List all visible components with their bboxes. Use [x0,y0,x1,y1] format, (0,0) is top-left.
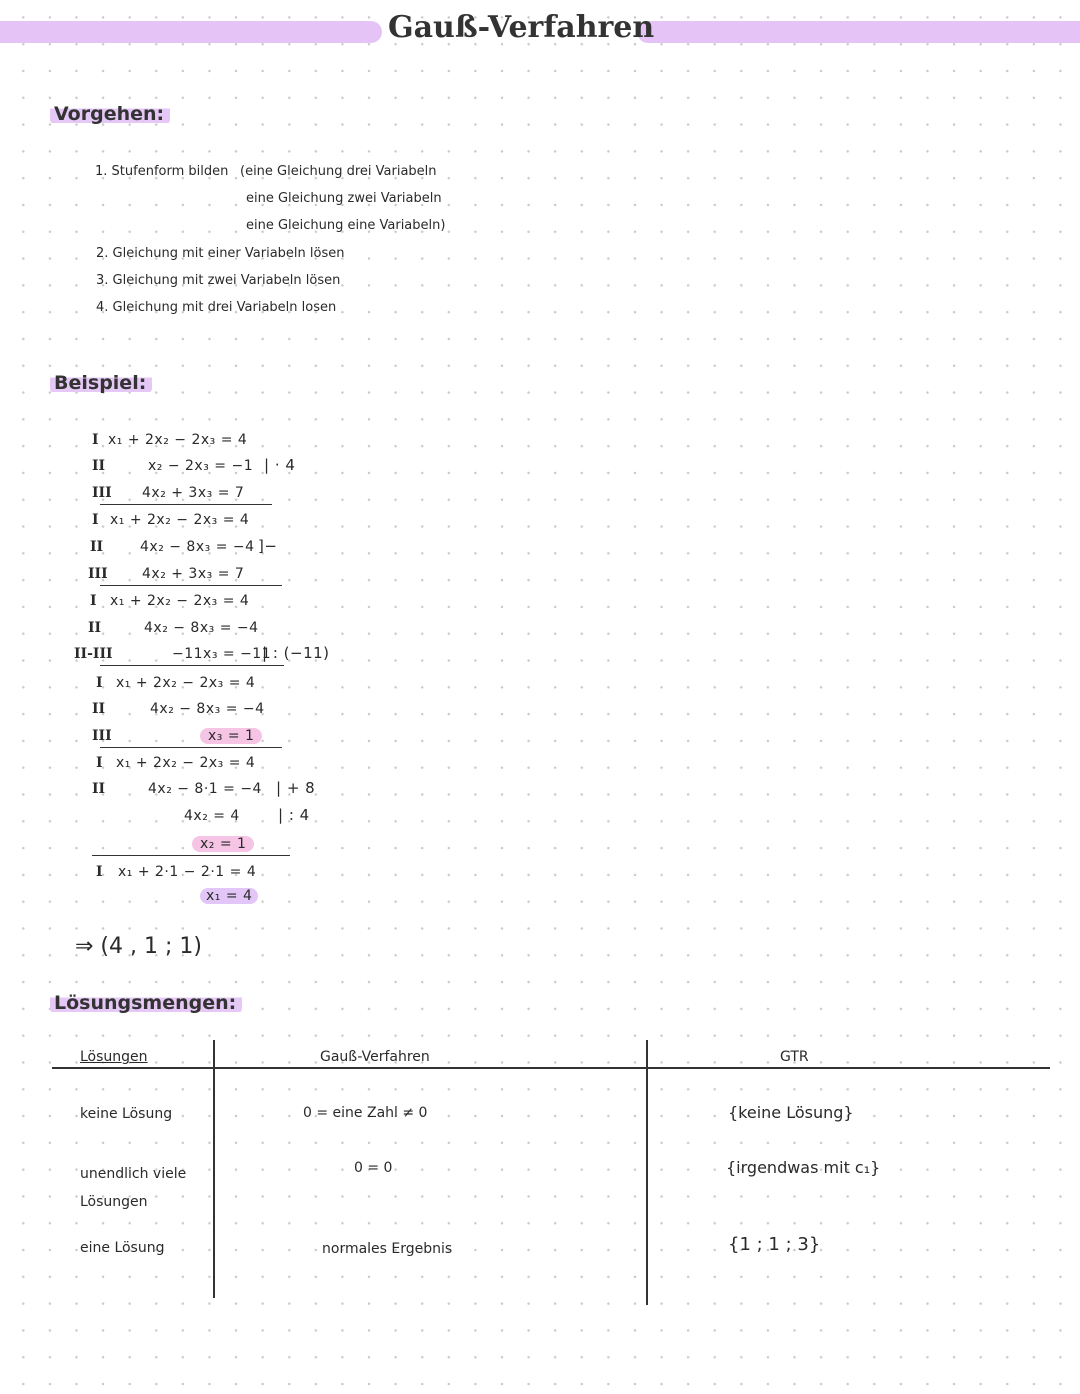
equation-separator-line [100,747,282,748]
step-1-detail-3: eine Gleichung eine Variabeln) [246,218,446,233]
equation-label: II [92,458,106,474]
step-1-detail-1: (eine Gleichung drei Variabeln [240,164,437,179]
equation: x₁ + 2x₂ − 2x₃ = 4 [110,512,250,528]
table-cell: {keine Lösung} [728,1103,854,1122]
equation: x₂ = 1 [192,836,254,852]
equation-label: I [96,755,103,771]
equation-label: II [88,620,102,636]
table-cell: 0 = 0 [354,1160,393,1176]
page-title: Gauß-Verfahren [388,10,655,45]
equation: x₁ + 2x₂ − 2x₃ = 4 [110,593,250,609]
equation: 4x₂ + 3x₃ = 7 [142,566,245,582]
table-column-divider-1 [213,1040,215,1298]
step-3: 3. Gleichung mit zwei Variabeln lösen [96,273,341,288]
equation-separator-line [100,585,282,586]
column-header-gtr: GTR [780,1049,809,1065]
equation: 4x₂ − 8·1 = −4 [148,781,262,797]
equation: −11x₃ = −11 [172,646,272,662]
equation: 4x₂ − 8x₃ = −4 [140,539,255,555]
equation-label: I [90,593,97,609]
table-cell: 0 = eine Zahl ≠ 0 [303,1105,428,1121]
equation: 4x₂ = 4 [184,808,240,824]
step-4: 4. Gleichung mit drei Variabeln losen [96,300,337,315]
equation-label: I [92,512,99,528]
equation: x₁ + 2x₂ − 2x₃ = 4 [108,432,248,448]
table-cell: normales Ergebnis [322,1241,453,1257]
equation-label: III [92,728,112,744]
equation-label: I [96,675,103,691]
equation-operation-note: | · 4 [264,456,296,474]
equation-label: II-III [74,646,113,662]
equation: x₁ + 2x₂ − 2x₃ = 4 [116,755,256,771]
table-cell: keine Lösung [80,1106,173,1122]
equation-separator-line [92,855,290,856]
equation: x₃ = 1 [200,728,262,744]
equation-separator-line [100,504,272,505]
equation: x₁ + 2·1 − 2·1 = 4 [118,864,257,880]
heading-solutions: Lösungsmengen: [50,992,242,1014]
equation-label: III [92,485,112,501]
table-header-rule [52,1067,1050,1069]
equation: 4x₂ − 8x₃ = −4 [144,620,259,636]
equation: 4x₂ − 8x₃ = −4 [150,701,265,717]
equation: x₁ + 2x₂ − 2x₃ = 4 [116,675,256,691]
example-result: ⇒ (4 , 1 ; 1) [75,934,202,959]
column-header-solutions: Lösungen [80,1049,148,1065]
step-1-detail-2: eine Gleichung zwei Variabeln [246,191,442,206]
table-cell: {irgendwas mit c₁} [726,1158,881,1177]
equation-separator-line [100,665,284,666]
table-cell: eine Lösung [80,1240,165,1256]
equation: x₁ = 4 [200,888,258,904]
step-2: 2. Gleichung mit einer Variabeln lösen [96,246,345,261]
equation-operation-note: ]− [258,537,278,555]
table-column-divider-2 [646,1040,648,1305]
heading-procedure: Vorgehen: [50,103,170,125]
equation-operation-note: | + 8 [276,779,316,797]
equation-label: II [92,701,106,717]
equation-label: II [90,539,104,555]
table-cell: {1 ; 1 ; 3} [728,1234,821,1255]
equation-label: I [96,864,103,880]
title-bar-right [637,21,1080,43]
column-header-gauss: Gauß-Verfahren [320,1049,430,1065]
equation-operation-note: | : (−11) [262,644,330,662]
title-bar-left [0,21,382,43]
equation-operation-note: | : 4 [278,806,310,824]
equation-label: I [92,432,99,448]
table-cell: unendlich viele Lösungen [80,1166,187,1210]
equation-label: II [92,781,106,797]
heading-example: Beispiel: [50,372,152,394]
step-1: 1. Stufenform bilden [95,164,229,179]
equation-label: III [88,566,108,582]
equation: 4x₂ + 3x₃ = 7 [142,485,245,501]
equation: x₂ − 2x₃ = −1 [148,458,254,474]
